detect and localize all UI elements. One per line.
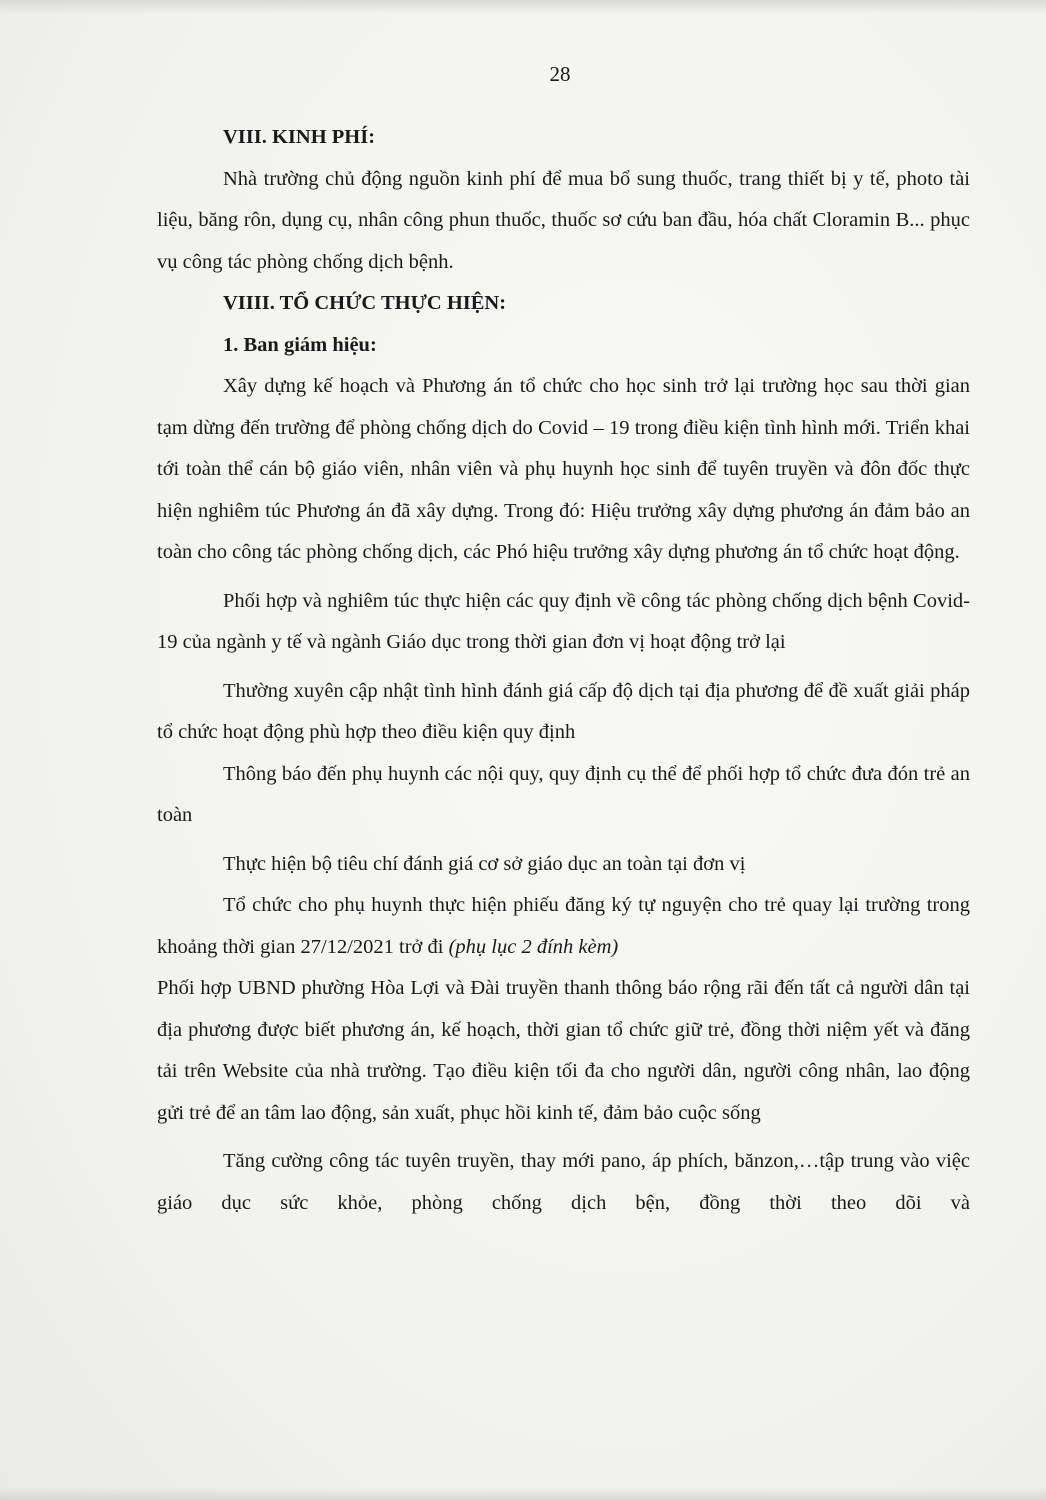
propaganda-paragraph: Tăng cường công tác tuyên truyền, thay mới pano, áp phích, bănzon,…tập trung vào việc giáo dục sức khỏe, phòng chống dịch bện, đồng thời theo dõi và	[157, 1150, 970, 1214]
document-body	[157, 117, 970, 1224]
scan-bottom-edge	[0, 1488, 1046, 1500]
ward-paragraph: Phối hợp UBND phường Hòa Lợi và Đài truyền thanh thông báo rộng rãi đến tất cả người dân tại địa phương được biết phương án, kế hoạch, thời gian tổ chức giữ trẻ, đồng thời niệm yết và đăng tải trên Website của nhà trường. Tạo điều kiện tối đa cho người dân, người công nhân, lao động gửi trẻ để an tâm lao động, sản xuất, phục hồi kinh tế, đảm bảo cuộc sống	[157, 977, 970, 1124]
section-8-heading: VIII. KINH PHÍ:	[223, 126, 376, 148]
page-number: 28	[549, 62, 571, 86]
section-9-subheading: 1. Ban giám hiệu:	[223, 333, 377, 356]
notice-paragraph: Thông báo đến phụ huynh các nội quy, quy định cụ thể để phối hợp tổ chức đưa đón trẻ an toàn	[157, 762, 970, 826]
section-9-heading: VIIII. TỔ CHỨC THỰC HIỆN:	[223, 292, 507, 314]
scan-top-edge	[0, 0, 1046, 14]
section-8-body: Nhà trường chủ động nguồn kinh phí để mua bổ sung thuốc, trang thiết bị y tế, photo tài liệu, băng rôn, dụng cụ, nhân công phun thuốc, thuốc sơ cứu ban đầu, hóa chất Cloramin B... phục vụ công tác phòng chống dịch bệnh.	[157, 167, 970, 273]
coordination-paragraph: Phối hợp và nghiêm túc thực hiện các quy định về công tác phòng chống dịch bệnh Covid-19 của ngành y tế và ngành Giáo dục trong thời gian đơn vị hoạt động trở lại	[157, 589, 970, 653]
update-paragraph: Thường xuyên cập nhật tình hình đánh giá cấp độ dịch tại địa phương để đề xuất giải pháp tổ chức hoạt động phù hợp theo điều kiện quy định	[157, 679, 970, 743]
plan-paragraph: Xây dựng kế hoạch và Phương án tổ chức cho học sinh trở lại trường học sau thời gian tạm dừng đến trường để phòng chống dịch do Covid – 19 trong điều kiện tình hình mới. Triển khai tới toàn thể cán bộ giáo viên, nhân viên và phụ huynh học sinh để tuyên truyền và đôn đốc thực hiện nghiêm túc Phương án đã xây dựng. Trong đó: Hiệu trưởng xây dựng phương án đảm bảo an toàn cho công tác phòng chống dịch, các Phó hiệu trưởng xây dựng phương án tổ chức hoạt động.	[157, 375, 970, 563]
criteria-paragraph: Thực hiện bộ tiêu chí đánh giá cơ sở giáo dục an toàn tại đơn vị	[223, 852, 746, 875]
register-text: Tổ chức cho phụ huynh thực hiện phiếu đăng ký tự nguyện cho trẻ quay lại trường trong khoảng thời gian 27/12/2021 trở đi	[157, 894, 970, 958]
register-paragraph	[157, 885, 970, 968]
appendix-note: (phụ lục 2 đính kèm)	[448, 935, 619, 958]
